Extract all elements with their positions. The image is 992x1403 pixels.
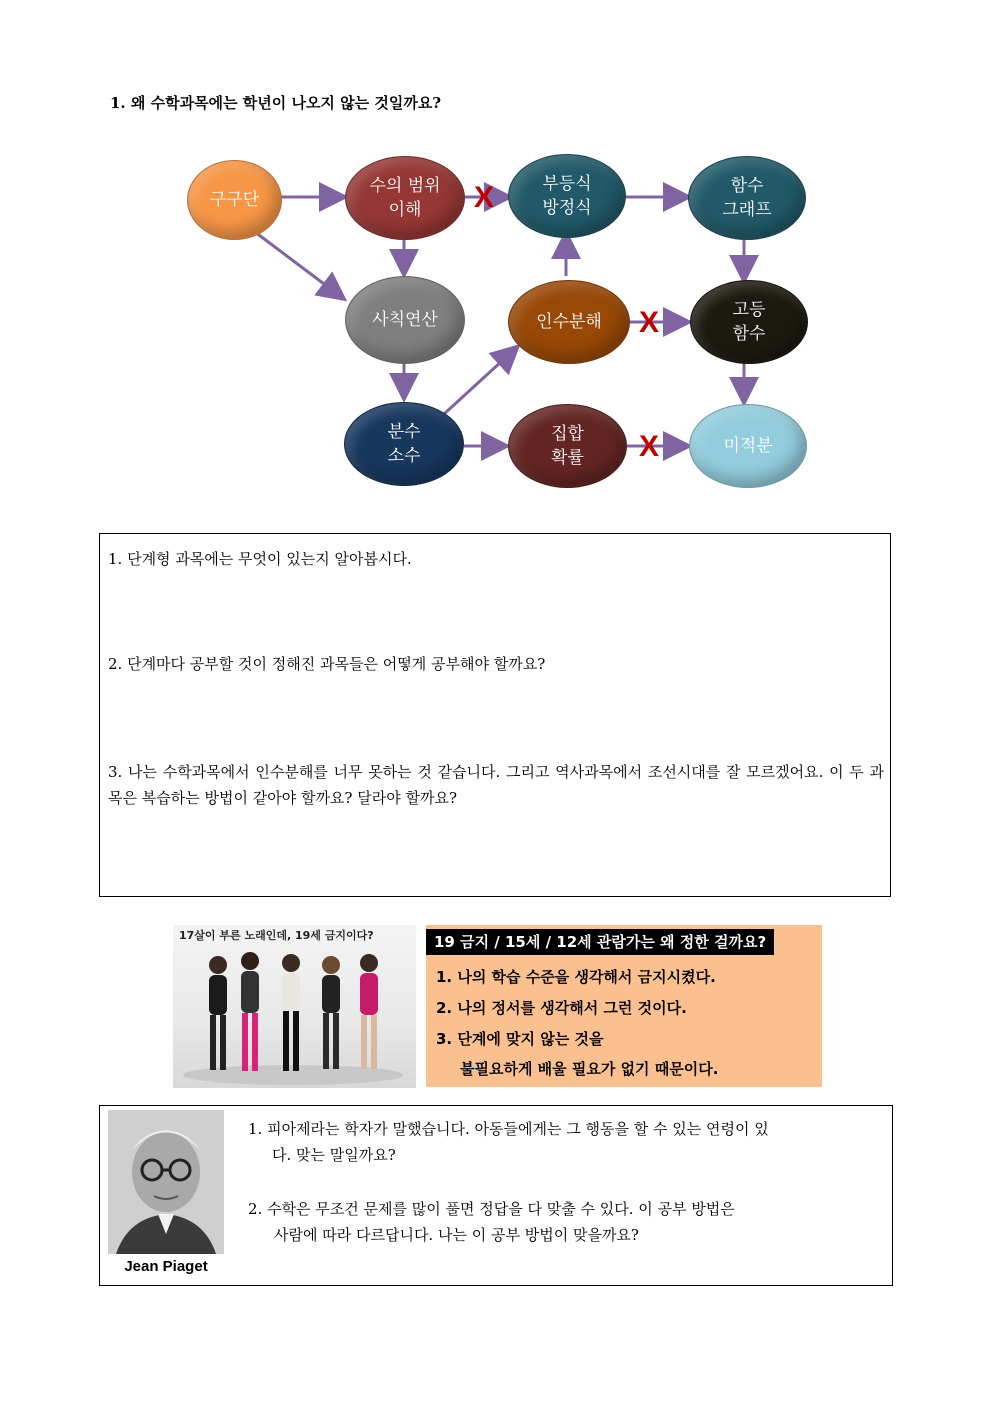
piaget-question-2-line2: 사람에 따라 다르답니다. 나는 이 공부 방법이 맞을까요? (274, 1226, 639, 1244)
piaget-name: Jean Piaget (124, 1258, 208, 1275)
singers-illustration (173, 925, 416, 1088)
node-factorization-line1: 인수분해 (536, 312, 602, 332)
question-3: 3. 나는 수학과목에서 인수분해를 너무 못하는 것 같습니다. 그리고 역사과목에서 조선시대를 잘 모르겠어요. 이 두 과목은 복습하는 방법이 같아야 할까요? 달라야 할까요? (108, 763, 884, 807)
rating-question-panel (426, 925, 822, 1087)
node-factorization (508, 280, 630, 364)
arrow-gugudan-to-four-operations (255, 232, 340, 296)
node-set-probability-line2: 확률 (551, 448, 584, 468)
photo-caption: 17살이 부른 노래인데, 19세 금지이다? (179, 929, 374, 942)
piaget-portrait (108, 1110, 224, 1254)
piaget-box (99, 1105, 893, 1286)
piaget-question-1-line1: 1. 피아제라는 학자가 말했습니다. 아동들에게는 그 행동을 할 수 있는 연령이 있 (248, 1120, 769, 1138)
singers-photo (173, 925, 416, 1088)
node-number-range-line1: 수의 범위 (369, 176, 441, 196)
node-advanced-function (690, 280, 808, 364)
node-inequality-line2: 방정식 (542, 198, 592, 218)
piaget-question-2-line1: 2. 수학은 무조건 문제를 많이 풀면 정답을 다 맞출 수 있다. 이 공부 방법은 (248, 1200, 735, 1218)
math-sequence-diagram (0, 0, 992, 510)
node-set-probability-line1: 집합 (551, 424, 584, 444)
rating-answer-1: 1. 나의 학습 수준을 생각해서 금지시켰다. (436, 968, 716, 986)
question-1: 1. 단계형 과목에는 무엇이 있는지 알아봅시다. (108, 550, 412, 568)
node-function-graph-line1: 함수 (730, 176, 764, 196)
node-inequality (508, 154, 626, 238)
arrow-fraction-to-factorization (444, 350, 514, 414)
node-gugudan-line1: 구구단 (209, 190, 260, 210)
blocked-x-mark: X (474, 181, 495, 214)
node-number-range (345, 156, 465, 240)
rating-answer-2: 2. 나의 정서를 생각해서 그런 것이다. (436, 999, 687, 1017)
piaget-question-1-line2: 다. 맞는 말일까요? (272, 1146, 396, 1164)
node-inequality-line1: 부등식 (542, 174, 592, 194)
rating-answer-3-continued: 불필요하게 배울 필요가 없기 때문이다. (460, 1060, 719, 1078)
diagram-arrows (0, 0, 992, 510)
node-fraction-decimal-line2: 소수 (387, 446, 421, 466)
question-box (99, 533, 891, 897)
node-number-range-line2: 이해 (388, 200, 422, 220)
blocked-x-mark: X (639, 430, 660, 463)
node-function-graph-line2: 그래프 (722, 200, 772, 220)
node-fraction-decimal (344, 402, 464, 486)
page-heading: 1. 왜 수학과목에는 학년이 나오지 않는 것일까요? (110, 94, 442, 112)
question-2: 2. 단계마다 공부할 것이 정해진 과목들은 어떻게 공부해야 할까요? (108, 655, 546, 673)
portrait-illustration (108, 1110, 224, 1254)
node-function-graph (688, 156, 806, 240)
node-calculus-line1: 미적분 (723, 436, 773, 456)
node-calculus (689, 404, 807, 488)
node-four-operations-line1: 사칙연산 (372, 310, 438, 330)
rating-answer-3: 3. 단계에 맞지 않는 것을 (436, 1030, 604, 1048)
rating-title: 19 금지 / 15세 / 12세 관람가는 왜 정한 걸까요? (426, 929, 774, 955)
node-set-probability (508, 404, 627, 488)
node-four-operations (345, 276, 465, 364)
node-fraction-decimal-line1: 분수 (387, 422, 421, 442)
node-advanced-function-line1: 고등 (732, 300, 766, 320)
node-advanced-function-line2: 함수 (732, 324, 766, 344)
blocked-x-mark: X (639, 306, 660, 339)
node-gugudan (187, 160, 282, 240)
